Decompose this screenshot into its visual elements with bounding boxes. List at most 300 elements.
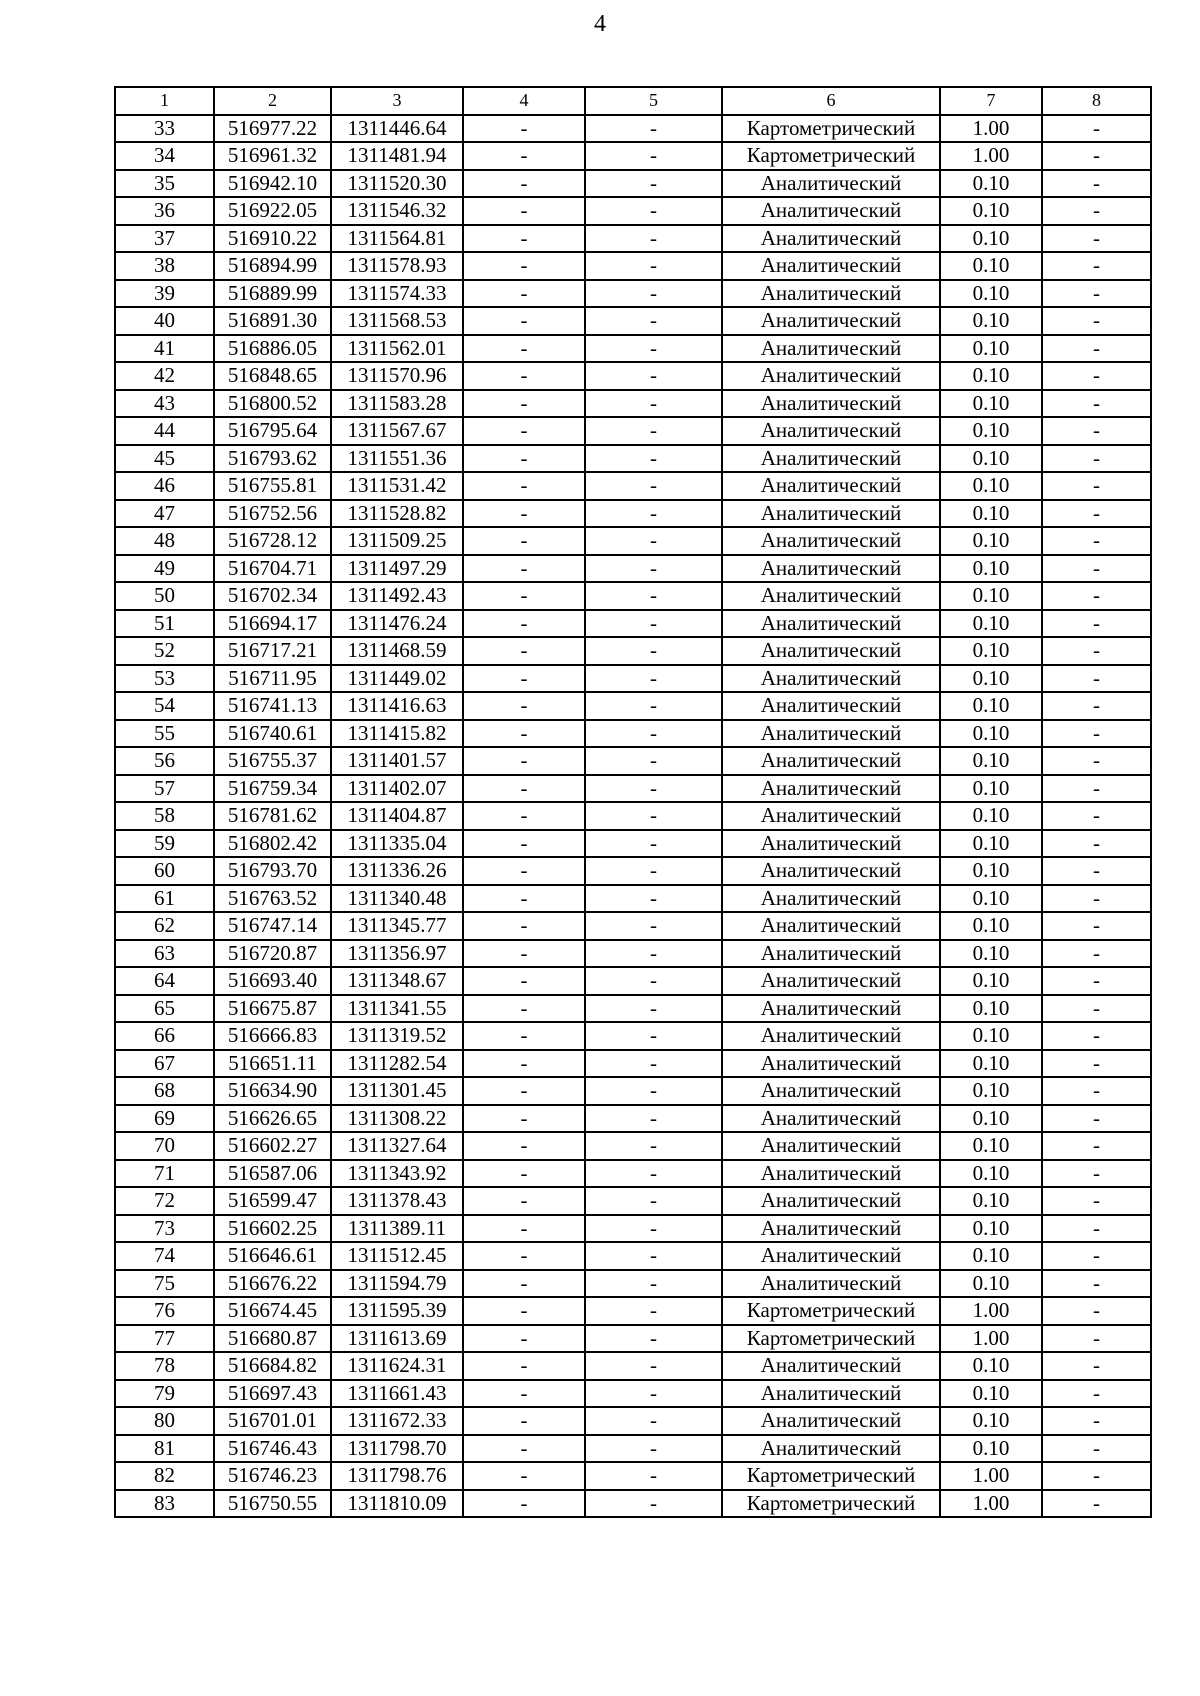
coord-y-cell: 1311340.48 bbox=[331, 885, 463, 913]
table-row bbox=[115, 720, 1151, 748]
col4-value-cell: - bbox=[463, 445, 585, 473]
coord-x-cell: 516680.87 bbox=[214, 1325, 331, 1353]
coord-y-cell: 1311401.57 bbox=[331, 747, 463, 775]
method-cell: Аналитический bbox=[722, 747, 940, 775]
point-number-cell: 65 bbox=[115, 995, 214, 1023]
precision-cell: 0.10 bbox=[940, 1215, 1042, 1243]
coord-x-cell: 516886.05 bbox=[214, 335, 331, 363]
col4-value-cell: - bbox=[463, 1242, 585, 1270]
coord-y-cell: 1311509.25 bbox=[331, 527, 463, 555]
table-row bbox=[115, 885, 1151, 913]
col4-value-cell: - bbox=[463, 390, 585, 418]
table-row bbox=[115, 115, 1151, 143]
method-cell: Аналитический bbox=[722, 307, 940, 335]
precision-cell: 0.10 bbox=[940, 445, 1042, 473]
coord-x-cell: 516755.81 bbox=[214, 472, 331, 500]
table-row bbox=[115, 500, 1151, 528]
point-number-cell: 80 bbox=[115, 1407, 214, 1435]
coord-y-cell: 1311402.07 bbox=[331, 775, 463, 803]
precision-cell: 1.00 bbox=[940, 1325, 1042, 1353]
col4-value-cell: - bbox=[463, 720, 585, 748]
point-number-cell: 72 bbox=[115, 1187, 214, 1215]
coord-y-cell: 1311415.82 bbox=[331, 720, 463, 748]
col4-value-cell: - bbox=[463, 417, 585, 445]
col8-value-cell: - bbox=[1042, 170, 1151, 198]
col5-value-cell: - bbox=[585, 1325, 722, 1353]
method-cell: Аналитический bbox=[722, 445, 940, 473]
col8-value-cell: - bbox=[1042, 802, 1151, 830]
column-header: 7 bbox=[940, 87, 1042, 115]
precision-cell: 0.10 bbox=[940, 747, 1042, 775]
precision-cell: 0.10 bbox=[940, 1407, 1042, 1435]
table-row bbox=[115, 1435, 1151, 1463]
method-cell: Аналитический bbox=[722, 802, 940, 830]
precision-cell: 0.10 bbox=[940, 1242, 1042, 1270]
col8-value-cell: - bbox=[1042, 1297, 1151, 1325]
table-row bbox=[115, 637, 1151, 665]
col4-value-cell: - bbox=[463, 362, 585, 390]
col5-value-cell: - bbox=[585, 995, 722, 1023]
col4-value-cell: - bbox=[463, 940, 585, 968]
point-number-cell: 41 bbox=[115, 335, 214, 363]
point-number-cell: 81 bbox=[115, 1435, 214, 1463]
coord-x-cell: 516674.45 bbox=[214, 1297, 331, 1325]
point-number-cell: 51 bbox=[115, 610, 214, 638]
method-cell: Картометрический bbox=[722, 115, 940, 143]
method-cell: Аналитический bbox=[722, 390, 940, 418]
precision-cell: 0.10 bbox=[940, 1105, 1042, 1133]
col8-value-cell: - bbox=[1042, 417, 1151, 445]
precision-cell: 0.10 bbox=[940, 720, 1042, 748]
col5-value-cell: - bbox=[585, 830, 722, 858]
coord-y-cell: 1311624.31 bbox=[331, 1352, 463, 1380]
col5-value-cell: - bbox=[585, 802, 722, 830]
col8-value-cell: - bbox=[1042, 1050, 1151, 1078]
method-cell: Аналитический bbox=[722, 775, 940, 803]
precision-cell: 0.10 bbox=[940, 1077, 1042, 1105]
method-cell: Аналитический bbox=[722, 1435, 940, 1463]
coord-x-cell: 516763.52 bbox=[214, 885, 331, 913]
col5-value-cell: - bbox=[585, 665, 722, 693]
coord-x-cell: 516795.64 bbox=[214, 417, 331, 445]
col4-value-cell: - bbox=[463, 307, 585, 335]
point-number-cell: 50 bbox=[115, 582, 214, 610]
coord-x-cell: 516720.87 bbox=[214, 940, 331, 968]
col5-value-cell: - bbox=[585, 1380, 722, 1408]
precision-cell: 0.10 bbox=[940, 692, 1042, 720]
coord-y-cell: 1311595.39 bbox=[331, 1297, 463, 1325]
col8-value-cell: - bbox=[1042, 1215, 1151, 1243]
col5-value-cell: - bbox=[585, 1215, 722, 1243]
point-number-cell: 48 bbox=[115, 527, 214, 555]
precision-cell: 0.10 bbox=[940, 307, 1042, 335]
point-number-cell: 70 bbox=[115, 1132, 214, 1160]
coord-x-cell: 516676.22 bbox=[214, 1270, 331, 1298]
coord-x-cell: 516646.61 bbox=[214, 1242, 331, 1270]
col5-value-cell: - bbox=[585, 500, 722, 528]
column-header: 5 bbox=[585, 87, 722, 115]
col5-value-cell: - bbox=[585, 1490, 722, 1518]
method-cell: Аналитический bbox=[722, 1407, 940, 1435]
coord-x-cell: 516793.70 bbox=[214, 857, 331, 885]
precision-cell: 0.10 bbox=[940, 610, 1042, 638]
page-number: 4 bbox=[594, 11, 606, 37]
col5-value-cell: - bbox=[585, 252, 722, 280]
point-number-cell: 53 bbox=[115, 665, 214, 693]
coord-y-cell: 1311301.45 bbox=[331, 1077, 463, 1105]
col5-value-cell: - bbox=[585, 142, 722, 170]
col8-value-cell: - bbox=[1042, 967, 1151, 995]
col4-value-cell: - bbox=[463, 665, 585, 693]
coord-x-cell: 516697.43 bbox=[214, 1380, 331, 1408]
col4-value-cell: - bbox=[463, 830, 585, 858]
precision-cell: 0.10 bbox=[940, 582, 1042, 610]
col5-value-cell: - bbox=[585, 445, 722, 473]
table-row bbox=[115, 665, 1151, 693]
col4-value-cell: - bbox=[463, 1490, 585, 1518]
coord-y-cell: 1311546.32 bbox=[331, 197, 463, 225]
coord-y-cell: 1311282.54 bbox=[331, 1050, 463, 1078]
table-row bbox=[115, 472, 1151, 500]
method-cell: Аналитический bbox=[722, 1352, 940, 1380]
col5-value-cell: - bbox=[585, 1435, 722, 1463]
col8-value-cell: - bbox=[1042, 1160, 1151, 1188]
coord-x-cell: 516889.99 bbox=[214, 280, 331, 308]
coord-y-cell: 1311378.43 bbox=[331, 1187, 463, 1215]
point-number-cell: 69 bbox=[115, 1105, 214, 1133]
precision-cell: 0.10 bbox=[940, 197, 1042, 225]
table-row bbox=[115, 967, 1151, 995]
coord-y-cell: 1311389.11 bbox=[331, 1215, 463, 1243]
table-row bbox=[115, 1132, 1151, 1160]
precision-cell: 1.00 bbox=[940, 142, 1042, 170]
method-cell: Аналитический bbox=[722, 500, 940, 528]
col4-value-cell: - bbox=[463, 1132, 585, 1160]
col4-value-cell: - bbox=[463, 335, 585, 363]
method-cell: Аналитический bbox=[722, 857, 940, 885]
precision-cell: 0.10 bbox=[940, 1435, 1042, 1463]
precision-cell: 0.10 bbox=[940, 555, 1042, 583]
col5-value-cell: - bbox=[585, 1407, 722, 1435]
table-row bbox=[115, 252, 1151, 280]
table-row bbox=[115, 582, 1151, 610]
col8-value-cell: - bbox=[1042, 1380, 1151, 1408]
coord-y-cell: 1311336.26 bbox=[331, 857, 463, 885]
col8-value-cell: - bbox=[1042, 142, 1151, 170]
point-number-cell: 63 bbox=[115, 940, 214, 968]
precision-cell: 0.10 bbox=[940, 940, 1042, 968]
precision-cell: 0.10 bbox=[940, 417, 1042, 445]
col5-value-cell: - bbox=[585, 225, 722, 253]
coord-y-cell: 1311578.93 bbox=[331, 252, 463, 280]
col4-value-cell: - bbox=[463, 115, 585, 143]
col4-value-cell: - bbox=[463, 1105, 585, 1133]
col5-value-cell: - bbox=[585, 335, 722, 363]
col8-value-cell: - bbox=[1042, 252, 1151, 280]
precision-cell: 0.10 bbox=[940, 995, 1042, 1023]
col4-value-cell: - bbox=[463, 1325, 585, 1353]
column-header: 3 bbox=[331, 87, 463, 115]
coord-x-cell: 516740.61 bbox=[214, 720, 331, 748]
coord-x-cell: 516684.82 bbox=[214, 1352, 331, 1380]
method-cell: Аналитический bbox=[722, 197, 940, 225]
precision-cell: 0.10 bbox=[940, 225, 1042, 253]
col8-value-cell: - bbox=[1042, 637, 1151, 665]
table-row bbox=[115, 747, 1151, 775]
coord-x-cell: 516651.11 bbox=[214, 1050, 331, 1078]
point-number-cell: 46 bbox=[115, 472, 214, 500]
coord-x-cell: 516781.62 bbox=[214, 802, 331, 830]
coord-y-cell: 1311416.63 bbox=[331, 692, 463, 720]
table-row bbox=[115, 775, 1151, 803]
col8-value-cell: - bbox=[1042, 1490, 1151, 1518]
col5-value-cell: - bbox=[585, 1270, 722, 1298]
table-body bbox=[115, 115, 1151, 1518]
precision-cell: 0.10 bbox=[940, 1160, 1042, 1188]
coord-y-cell: 1311308.22 bbox=[331, 1105, 463, 1133]
method-cell: Картометрический bbox=[722, 1325, 940, 1353]
table-row bbox=[115, 912, 1151, 940]
coord-x-cell: 516942.10 bbox=[214, 170, 331, 198]
col5-value-cell: - bbox=[585, 610, 722, 638]
coord-x-cell: 516755.37 bbox=[214, 747, 331, 775]
method-cell: Аналитический bbox=[722, 1187, 940, 1215]
point-number-cell: 74 bbox=[115, 1242, 214, 1270]
coord-y-cell: 1311528.82 bbox=[331, 500, 463, 528]
method-cell: Аналитический bbox=[722, 170, 940, 198]
point-number-cell: 79 bbox=[115, 1380, 214, 1408]
point-number-cell: 56 bbox=[115, 747, 214, 775]
table-row bbox=[115, 610, 1151, 638]
method-cell: Аналитический bbox=[722, 280, 940, 308]
col4-value-cell: - bbox=[463, 170, 585, 198]
coord-y-cell: 1311613.69 bbox=[331, 1325, 463, 1353]
col4-value-cell: - bbox=[463, 610, 585, 638]
method-cell: Картометрический bbox=[722, 1462, 940, 1490]
col8-value-cell: - bbox=[1042, 1407, 1151, 1435]
point-number-cell: 67 bbox=[115, 1050, 214, 1078]
coord-y-cell: 1311335.04 bbox=[331, 830, 463, 858]
method-cell: Аналитический bbox=[722, 335, 940, 363]
coordinates-table bbox=[114, 86, 1152, 1518]
col8-value-cell: - bbox=[1042, 610, 1151, 638]
point-number-cell: 47 bbox=[115, 500, 214, 528]
coord-x-cell: 516693.40 bbox=[214, 967, 331, 995]
table-row bbox=[115, 1077, 1151, 1105]
column-header: 4 bbox=[463, 87, 585, 115]
point-number-cell: 40 bbox=[115, 307, 214, 335]
point-number-cell: 68 bbox=[115, 1077, 214, 1105]
col8-value-cell: - bbox=[1042, 747, 1151, 775]
col4-value-cell: - bbox=[463, 857, 585, 885]
table-row bbox=[115, 1270, 1151, 1298]
method-cell: Аналитический bbox=[722, 610, 940, 638]
coord-y-cell: 1311468.59 bbox=[331, 637, 463, 665]
table-row bbox=[115, 1242, 1151, 1270]
table-row bbox=[115, 1462, 1151, 1490]
precision-cell: 0.10 bbox=[940, 1187, 1042, 1215]
coord-y-cell: 1311562.01 bbox=[331, 335, 463, 363]
coord-y-cell: 1311481.94 bbox=[331, 142, 463, 170]
method-cell: Аналитический bbox=[722, 967, 940, 995]
precision-cell: 0.10 bbox=[940, 500, 1042, 528]
point-number-cell: 55 bbox=[115, 720, 214, 748]
table-row bbox=[115, 1490, 1151, 1518]
precision-cell: 0.10 bbox=[940, 335, 1042, 363]
col5-value-cell: - bbox=[585, 1352, 722, 1380]
method-cell: Аналитический bbox=[722, 1105, 940, 1133]
table-row bbox=[115, 362, 1151, 390]
precision-cell: 0.10 bbox=[940, 1022, 1042, 1050]
coord-x-cell: 516602.25 bbox=[214, 1215, 331, 1243]
col8-value-cell: - bbox=[1042, 1132, 1151, 1160]
coord-y-cell: 1311449.02 bbox=[331, 665, 463, 693]
coord-y-cell: 1311798.76 bbox=[331, 1462, 463, 1490]
point-number-cell: 52 bbox=[115, 637, 214, 665]
coord-y-cell: 1311348.67 bbox=[331, 967, 463, 995]
col5-value-cell: - bbox=[585, 527, 722, 555]
col8-value-cell: - bbox=[1042, 940, 1151, 968]
method-cell: Аналитический bbox=[722, 912, 940, 940]
col5-value-cell: - bbox=[585, 912, 722, 940]
table-row bbox=[115, 390, 1151, 418]
point-number-cell: 73 bbox=[115, 1215, 214, 1243]
table-row bbox=[115, 1297, 1151, 1325]
method-cell: Аналитический bbox=[722, 472, 940, 500]
coord-x-cell: 516746.43 bbox=[214, 1435, 331, 1463]
col5-value-cell: - bbox=[585, 307, 722, 335]
col8-value-cell: - bbox=[1042, 390, 1151, 418]
col4-value-cell: - bbox=[463, 802, 585, 830]
point-number-cell: 42 bbox=[115, 362, 214, 390]
coord-y-cell: 1311568.53 bbox=[331, 307, 463, 335]
col4-value-cell: - bbox=[463, 692, 585, 720]
col5-value-cell: - bbox=[585, 390, 722, 418]
precision-cell: 0.10 bbox=[940, 170, 1042, 198]
coord-x-cell: 516702.34 bbox=[214, 582, 331, 610]
col5-value-cell: - bbox=[585, 280, 722, 308]
col8-value-cell: - bbox=[1042, 555, 1151, 583]
precision-cell: 0.10 bbox=[940, 885, 1042, 913]
table-row bbox=[115, 857, 1151, 885]
coord-y-cell: 1311497.29 bbox=[331, 555, 463, 583]
col4-value-cell: - bbox=[463, 1270, 585, 1298]
coord-y-cell: 1311531.42 bbox=[331, 472, 463, 500]
point-number-cell: 34 bbox=[115, 142, 214, 170]
method-cell: Аналитический bbox=[722, 720, 940, 748]
column-header: 6 bbox=[722, 87, 940, 115]
col8-value-cell: - bbox=[1042, 830, 1151, 858]
col5-value-cell: - bbox=[585, 775, 722, 803]
col4-value-cell: - bbox=[463, 967, 585, 995]
col5-value-cell: - bbox=[585, 720, 722, 748]
col8-value-cell: - bbox=[1042, 1077, 1151, 1105]
col5-value-cell: - bbox=[585, 1050, 722, 1078]
table-row bbox=[115, 1160, 1151, 1188]
column-header: 2 bbox=[214, 87, 331, 115]
col8-value-cell: - bbox=[1042, 775, 1151, 803]
precision-cell: 1.00 bbox=[940, 115, 1042, 143]
col5-value-cell: - bbox=[585, 1242, 722, 1270]
method-cell: Аналитический bbox=[722, 417, 940, 445]
coord-y-cell: 1311574.33 bbox=[331, 280, 463, 308]
coord-y-cell: 1311319.52 bbox=[331, 1022, 463, 1050]
coord-y-cell: 1311520.30 bbox=[331, 170, 463, 198]
col5-value-cell: - bbox=[585, 637, 722, 665]
coord-x-cell: 516701.01 bbox=[214, 1407, 331, 1435]
point-number-cell: 36 bbox=[115, 197, 214, 225]
coord-x-cell: 516802.42 bbox=[214, 830, 331, 858]
coord-x-cell: 516728.12 bbox=[214, 527, 331, 555]
table-row bbox=[115, 1105, 1151, 1133]
col8-value-cell: - bbox=[1042, 307, 1151, 335]
point-number-cell: 76 bbox=[115, 1297, 214, 1325]
col5-value-cell: - bbox=[585, 1462, 722, 1490]
method-cell: Аналитический bbox=[722, 1077, 940, 1105]
col4-value-cell: - bbox=[463, 637, 585, 665]
col8-value-cell: - bbox=[1042, 665, 1151, 693]
precision-cell: 1.00 bbox=[940, 1462, 1042, 1490]
col4-value-cell: - bbox=[463, 995, 585, 1023]
point-number-cell: 77 bbox=[115, 1325, 214, 1353]
col5-value-cell: - bbox=[585, 967, 722, 995]
col4-value-cell: - bbox=[463, 142, 585, 170]
point-number-cell: 44 bbox=[115, 417, 214, 445]
coord-y-cell: 1311570.96 bbox=[331, 362, 463, 390]
precision-cell: 0.10 bbox=[940, 527, 1042, 555]
col8-value-cell: - bbox=[1042, 1435, 1151, 1463]
table-row bbox=[115, 307, 1151, 335]
table-row bbox=[115, 527, 1151, 555]
col8-value-cell: - bbox=[1042, 1105, 1151, 1133]
precision-cell: 0.10 bbox=[940, 252, 1042, 280]
method-cell: Аналитический bbox=[722, 940, 940, 968]
table-row bbox=[115, 1407, 1151, 1435]
method-cell: Аналитический bbox=[722, 995, 940, 1023]
coord-x-cell: 516741.13 bbox=[214, 692, 331, 720]
coord-x-cell: 516634.90 bbox=[214, 1077, 331, 1105]
table-row bbox=[115, 445, 1151, 473]
point-number-cell: 35 bbox=[115, 170, 214, 198]
col8-value-cell: - bbox=[1042, 335, 1151, 363]
col4-value-cell: - bbox=[463, 500, 585, 528]
col8-value-cell: - bbox=[1042, 692, 1151, 720]
coord-x-cell: 516747.14 bbox=[214, 912, 331, 940]
col5-value-cell: - bbox=[585, 197, 722, 225]
method-cell: Аналитический bbox=[722, 362, 940, 390]
col8-value-cell: - bbox=[1042, 115, 1151, 143]
col5-value-cell: - bbox=[585, 1077, 722, 1105]
col4-value-cell: - bbox=[463, 1077, 585, 1105]
table-row bbox=[115, 335, 1151, 363]
method-cell: Аналитический bbox=[722, 1050, 940, 1078]
table-row bbox=[115, 940, 1151, 968]
col4-value-cell: - bbox=[463, 912, 585, 940]
col4-value-cell: - bbox=[463, 280, 585, 308]
coord-x-cell: 516848.65 bbox=[214, 362, 331, 390]
coord-x-cell: 516750.55 bbox=[214, 1490, 331, 1518]
table-header bbox=[115, 87, 1151, 115]
point-number-cell: 61 bbox=[115, 885, 214, 913]
coord-y-cell: 1311798.70 bbox=[331, 1435, 463, 1463]
precision-cell: 0.10 bbox=[940, 1270, 1042, 1298]
coord-x-cell: 516894.99 bbox=[214, 252, 331, 280]
point-number-cell: 71 bbox=[115, 1160, 214, 1188]
coord-y-cell: 1311341.55 bbox=[331, 995, 463, 1023]
table-row bbox=[115, 280, 1151, 308]
table-row bbox=[115, 197, 1151, 225]
col5-value-cell: - bbox=[585, 472, 722, 500]
